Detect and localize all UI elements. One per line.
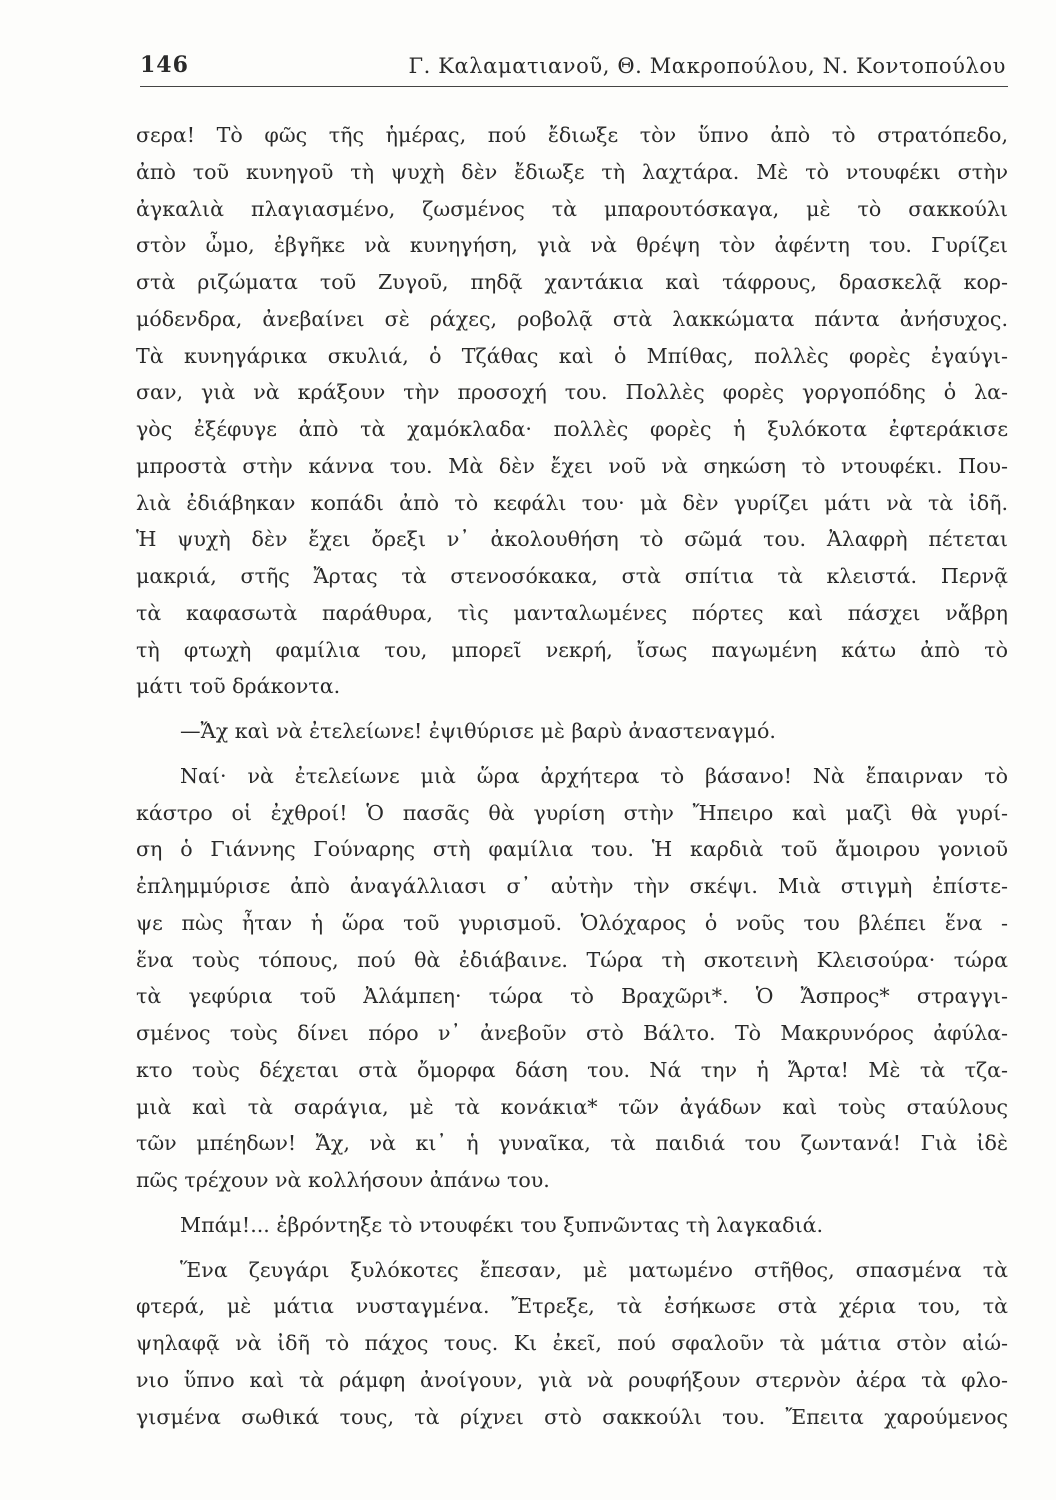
text-line: μπροστὰ στὴν κάννα του. Μὰ δὲν ἔχει νοῦ νὰ σηκώση τὸ ντουφέκι. Που- bbox=[136, 453, 1008, 478]
page-number: 146 bbox=[140, 52, 189, 78]
text-line: γισμένα σωθικά τους, τὰ ρίχνει στὸ σακκούλι του. Ἔπειτα χαρούμενος bbox=[136, 1404, 1008, 1429]
text-line: ἀπὸ τοῦ κυνηγοῦ τὴ ψυχὴ δὲν ἔδιωξε τὴ λαχτάρα. Μὲ τὸ ντουφέκι στὴν bbox=[136, 159, 1008, 184]
paragraph-5 bbox=[136, 1252, 1008, 1436]
paragraph-1 bbox=[136, 117, 1008, 705]
text-line: Ἡ ψυχὴ δὲν ἔχει ὄρεξι ν᾽ ἀκολουθήση τὸ σῶμά του. Ἀλαφρὴ πέτεται bbox=[136, 527, 1008, 552]
text-line: ἐπλημμύρισε ἀπὸ ἀναγάλλιασι σ᾽ αὐτὴν τὴν σκέψι. Μιὰ στιγμὴ ἐπίστε- bbox=[136, 874, 1008, 898]
text-line: Μπάμ!... ἐβρόντηξε τὸ ντουφέκι του ξυπνῶντας τὴ λαγκαδιά. bbox=[180, 1212, 824, 1237]
paragraph-2 bbox=[136, 713, 1008, 750]
paragraph-4 bbox=[136, 1207, 1008, 1244]
text-line: ψε πὼς ἦταν ἡ ὥρα τοῦ γυρισμοῦ. Ὁλόχαρος ὁ νοῦς του βλέπει ἕνα - bbox=[136, 910, 1008, 935]
text-line: στὸν ὦμο, ἐβγῆκε νὰ κυνηγήση, γιὰ νὰ θρέψη τὸν ἀφέντη του. Γυρίζει bbox=[136, 233, 1008, 258]
page-header bbox=[140, 52, 1006, 80]
text-line: κάστρο οἱ ἐχθροί! Ὁ πασᾶς θὰ γυρίση στὴν Ἤπειρο καὶ μαζὶ θὰ γυρί- bbox=[136, 800, 1008, 825]
text-line: σαν, γιὰ νὰ κράξουν τὴν προσοχή του. Πολλὲς φορὲς γοργοπόδης ὁ λα- bbox=[136, 380, 1008, 405]
header-rule bbox=[140, 86, 1008, 87]
text-line: τῶν μπέηδων! Ἄχ, νὰ κι᾽ ἡ γυναῖκα, τὰ παιδιά του ζωντανά! Γιὰ ἰδὲ bbox=[136, 1131, 1008, 1156]
text-line: ση ὁ Γιάννης Γούναρης στὴ φαμίλια του. Ἡ καρδιὰ τοῦ ἄμοιρου γονιοῦ bbox=[136, 837, 1008, 862]
text-line: σερα! Τὸ φῶς τῆς ἡμέρας, πού ἔδιωξε τὸν ὕπνο ἀπὸ τὸ στρατόπεδο, bbox=[136, 123, 1008, 147]
text-line: ψηλαφᾷ νὰ ἰδῆ τὸ πάχος τους. Κι ἐκεῖ, πού σφαλοῦν τὰ μάτια στὸν αἰώ- bbox=[136, 1331, 1008, 1355]
text-line: πῶς τρέχουν νὰ κολλήσουν ἀπάνω του. bbox=[136, 1168, 550, 1192]
text-line: φτερά, μὲ μάτια νυσταγμένα. Ἔτρεξε, τὰ ἐσήκωσε στὰ χέρια του, τὰ bbox=[136, 1294, 1008, 1319]
text-line: λιὰ ἐδιάβηκαν κοπάδι ἀπὸ τὸ κεφάλι του· μὰ δὲν γυρίζει μάτι νὰ τὰ ἰδῆ. bbox=[136, 490, 1008, 515]
text-line: μιὰ καὶ τὰ σαράγια, μὲ τὰ κονάκια* τῶν ἀγάδων καὶ τοὺς σταύλους bbox=[136, 1094, 1008, 1119]
text-line: τὴ φτωχὴ φαμίλια του, μπορεῖ νεκρή, ἴσως παγωμένη κάτω ἀπὸ τὸ bbox=[136, 637, 1008, 662]
text-line: Ναί· νὰ ἐτελείωνε μιὰ ὥρα ἀρχήτερα τὸ βάσανο! Νὰ ἔπαιρναν τὸ bbox=[180, 763, 1008, 788]
text-line: ἀγκαλιὰ πλαγιασμένο, ζωσμένος τὰ μπαρουτόσκαγα, μὲ τὸ σακκούλι bbox=[136, 196, 1008, 221]
text-line: κτο τοὺς δέχεται στὰ ὄμορφα δάση του. Νά την ἡ Ἄρτα! Μὲ τὰ τζα- bbox=[136, 1057, 1008, 1082]
text-line: μακριά, στῆς Ἄρτας τὰ στενοσόκακα, στὰ σπίτια τὰ κλειστά. Περνᾷ bbox=[136, 564, 1008, 588]
text-line: Τὰ κυνηγάρικα σκυλιά, ὁ Τζάθας καὶ ὁ Μπίθας, πολλὲς φορὲς ἐγαύγι- bbox=[136, 343, 1008, 368]
text-line: Ἕνα ζευγάρι ξυλόκοτες ἔπεσαν, μὲ ματωμένο στῆθος, σπασμένα τὰ bbox=[180, 1257, 1008, 1282]
text-line: μόδενδρα, ἀνεβαίνει σὲ ράχες, ροβολᾷ στὰ λακκώματα πάντα ἀνήσυχος. bbox=[136, 306, 1008, 331]
text-line: ἕνα τοὺς τόπους, πού θὰ ἐδιάβαινε. Τώρα τὴ σκοτεινὴ Κλεισούρα· τώρα bbox=[136, 947, 1008, 972]
text-line: τὰ γεφύρια τοῦ Ἀλάμπεη· τώρα τὸ Βραχῶρι*. Ὁ Ἄσπρος* στραγγι- bbox=[136, 984, 1008, 1009]
text-line: μάτι τοῦ δράκοντα. bbox=[136, 674, 341, 699]
text-line: σμένος τοὺς δίνει πόρο ν᾽ ἀνεβοῦν στὸ Βάλτο. Τὸ Μακρυνόρος ἀφύλα- bbox=[136, 1021, 1008, 1045]
text-line: νιο ὕπνο καὶ τὰ ράμφη ἀνοίγουν, γιὰ νὰ ρουφήξουν στερνὸν ἀέρα τὰ φλο- bbox=[136, 1367, 1008, 1392]
text-line: στὰ ριζώματα τοῦ Ζυγοῦ, πηδᾷ χαντάκια καὶ τάφρους, δρασκελᾷ κορ- bbox=[136, 270, 1008, 294]
paragraph-3 bbox=[136, 758, 1008, 1199]
text-line: τὰ καφασωτὰ παράθυρα, τὶς μανταλωμένες πόρτες καὶ πάσχει νἄβρη bbox=[136, 600, 1008, 625]
text-line: γὸς ἐξέφυγε ἀπὸ τὰ χαμόκλαδα· πολλὲς φορὲς ἡ ξυλόκοτα ἐφτεράκισε bbox=[136, 417, 1008, 441]
body-text bbox=[136, 117, 1008, 1435]
text-line: —Ἄχ καὶ νὰ ἐτελείωνε! ἐψιθύρισε μὲ βαρὺ ἀναστεναγμό. bbox=[180, 719, 776, 743]
running-head: Γ. Καλαματιανοῦ, Θ. Μακροπούλου, Ν. Κοντοπούλου bbox=[408, 54, 1006, 78]
